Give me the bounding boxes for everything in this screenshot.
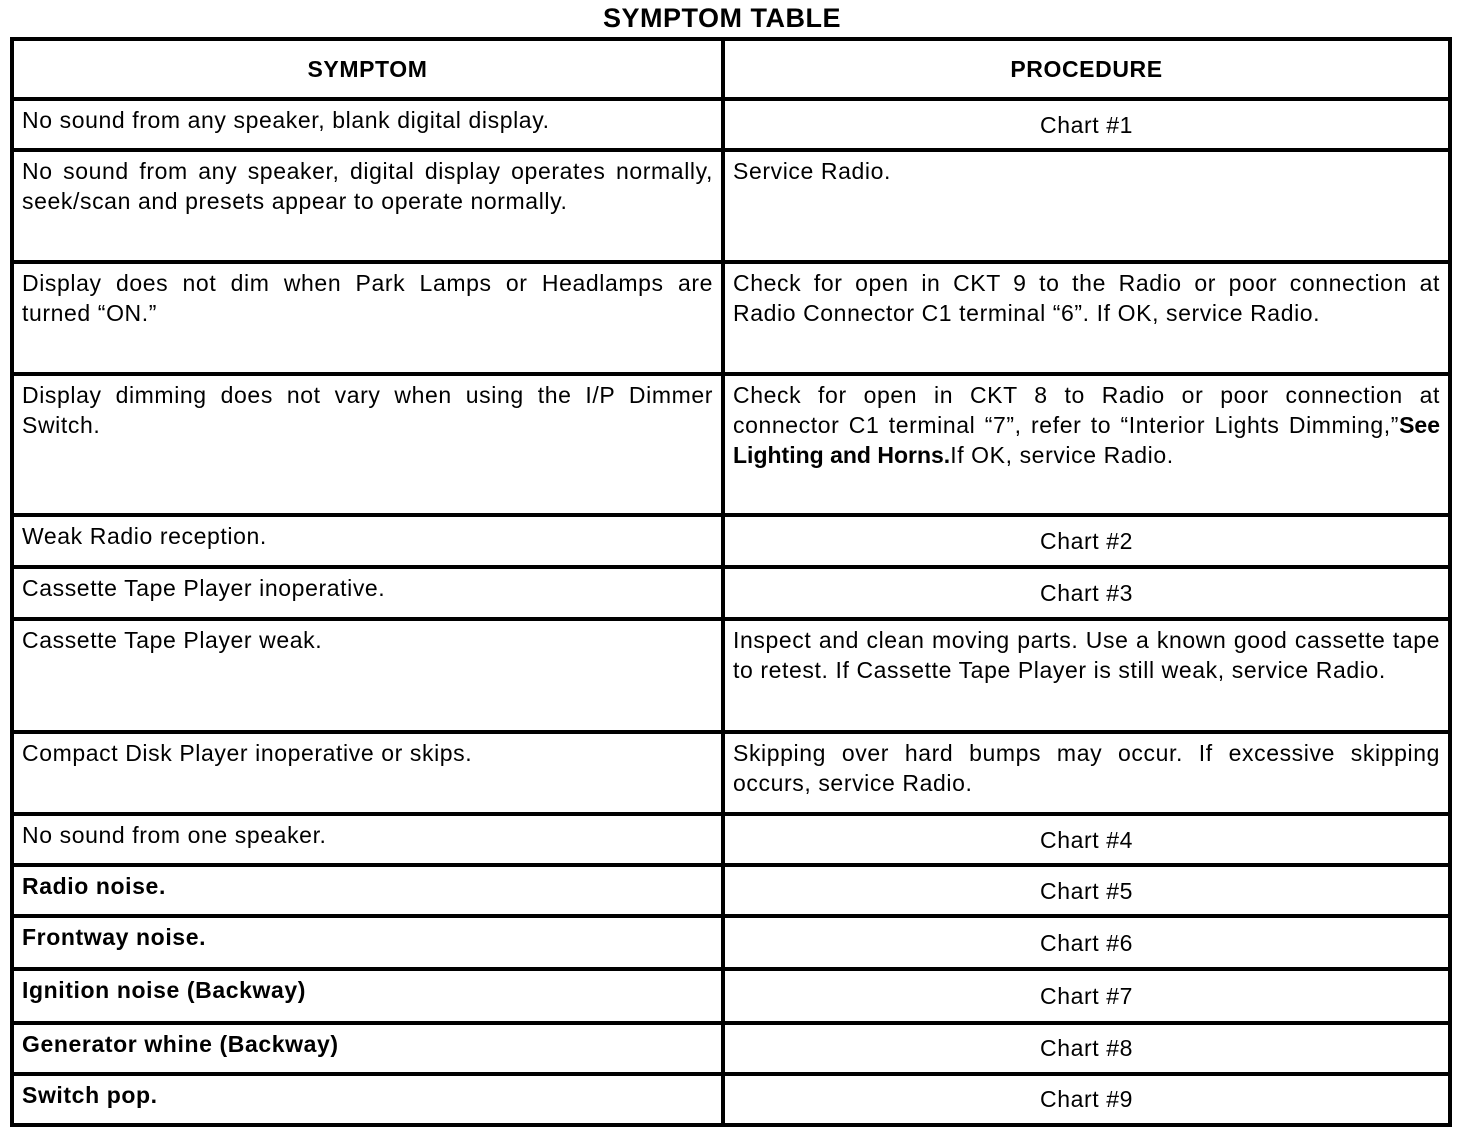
- table-row: [12, 1023, 1450, 1074]
- procedure-text-end: If OK, service Radio.: [950, 441, 1174, 468]
- table-row: [12, 1074, 1450, 1125]
- symptom-cell: No sound from any speaker, blank digital display.: [12, 99, 723, 150]
- column-header-symptom: SYMPTOM: [12, 39, 723, 99]
- procedure-cell: Skipping over hard bumps may occur. If excessive skipping occurs, service Radio.: [723, 732, 1450, 814]
- procedure-cell: Chart #4: [723, 814, 1450, 865]
- procedure-cell: Inspect and clean moving parts. Use a known good cassette tape to retest. If Cassette Tape Player is still weak, service Radio.: [723, 619, 1450, 731]
- lighting-horns-reference: See Lighting and Horns.: [733, 411, 1440, 468]
- procedure-cell: Chart #8: [723, 1023, 1450, 1074]
- symptom-cell: Ignition noise (Backway): [12, 969, 723, 1022]
- procedure-cell: Chart #1: [723, 99, 1450, 150]
- symptom-cell: Cassette Tape Player weak.: [12, 619, 723, 731]
- column-header-procedure: PROCEDURE: [723, 39, 1450, 99]
- symptom-cell: Compact Disk Player inoperative or skips.: [12, 732, 723, 814]
- table-row: [12, 969, 1450, 1022]
- table-row: [12, 515, 1450, 567]
- symptom-cell: Cassette Tape Player inoperative.: [12, 567, 723, 619]
- symptom-cell: No sound from one speaker.: [12, 814, 723, 865]
- symptom-cell: Radio noise.: [12, 865, 723, 916]
- table-row: [12, 619, 1450, 731]
- table-row: [12, 865, 1450, 916]
- table-row: [12, 150, 1450, 262]
- procedure-cell: Chart #5: [723, 865, 1450, 916]
- procedure-cell: Chart #3: [723, 567, 1450, 619]
- page-title: SYMPTOM TABLE: [602, 3, 841, 33]
- symptom-cell: No sound from any speaker, digital display operates normally, seek/scan and presets appear to operate normally.: [12, 150, 723, 262]
- table-row: [12, 374, 1450, 515]
- procedure-cell: Chart #6: [723, 916, 1450, 969]
- table-row: [12, 262, 1450, 373]
- symptom-cell: Display dimming does not vary when using the I/P Dimmer Switch.: [12, 374, 723, 515]
- symptom-cell: Weak Radio reception.: [12, 515, 723, 567]
- procedure-cell: Chart #9: [723, 1074, 1450, 1125]
- table-row: [12, 99, 1450, 150]
- symptom-cell: Display does not dim when Park Lamps or Headlamps are turned “ON.”: [12, 262, 723, 373]
- procedure-cell: [723, 374, 1450, 515]
- table-row: [12, 732, 1450, 814]
- table-row: [12, 567, 1450, 619]
- table-row: [12, 814, 1450, 865]
- procedure-cell: Chart #7: [723, 969, 1450, 1022]
- procedure-cell: Check for open in CKT 9 to the Radio or poor connection at Radio Connector C1 terminal “6”. If OK, service Radio.: [723, 262, 1450, 373]
- symptom-cell: Frontway noise.: [12, 916, 723, 969]
- procedure-cell: Service Radio.: [723, 150, 1450, 262]
- symptom-cell: Switch pop.: [12, 1074, 723, 1125]
- procedure-cell: Chart #2: [723, 515, 1450, 567]
- table-row: [12, 916, 1450, 969]
- symptom-table: [10, 37, 1452, 1127]
- symptom-cell: Generator whine (Backway): [12, 1023, 723, 1074]
- table-header-row: [12, 39, 1450, 99]
- procedure-text: Check for open in CKT 8 to Radio or poor connection at connector C1 terminal “7”, refer to “Interior Lights Dimming,”: [733, 381, 1440, 438]
